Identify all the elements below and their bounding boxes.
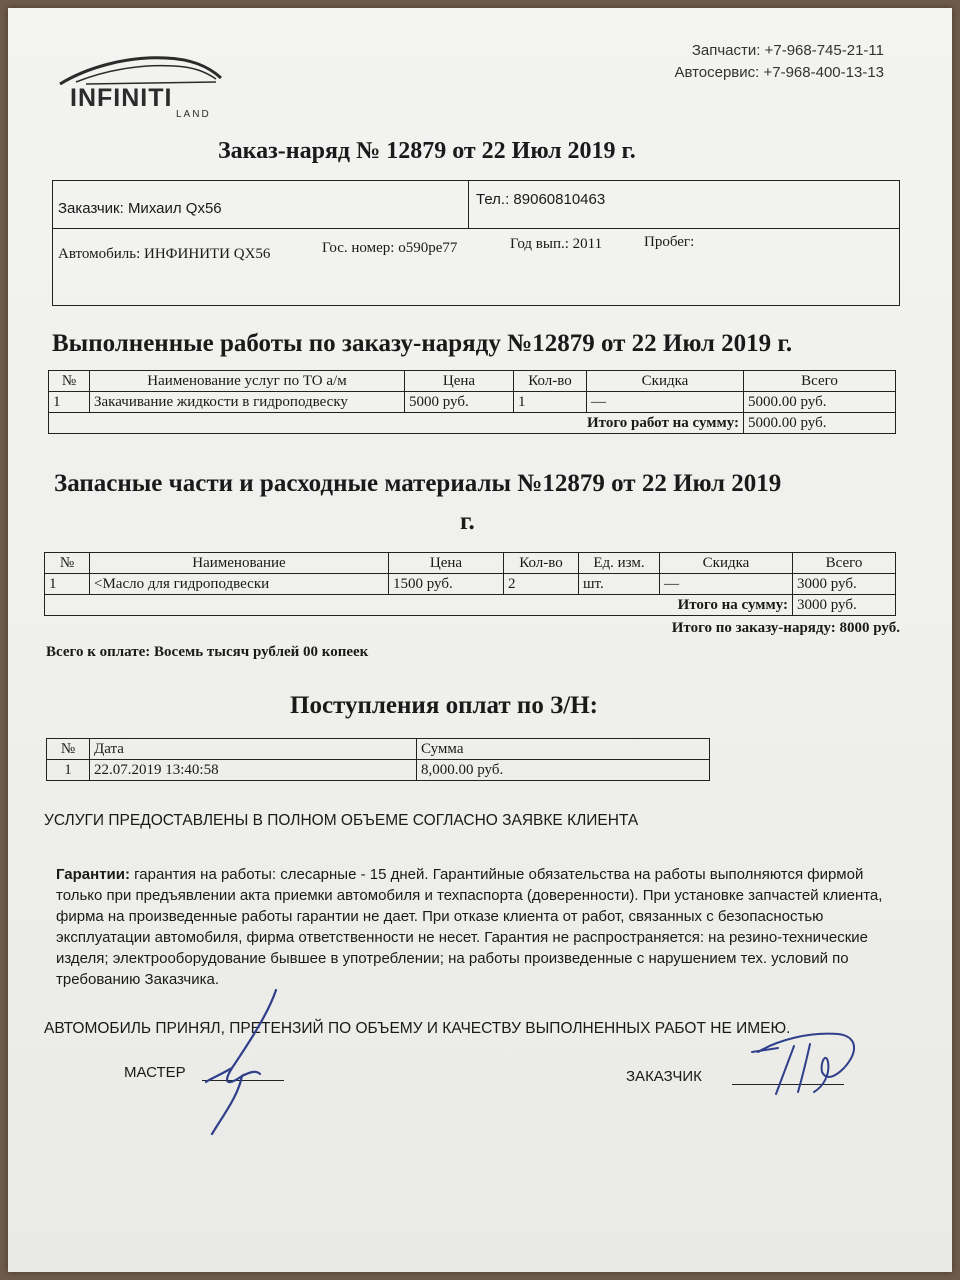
col-header: Дата — [90, 739, 417, 760]
col-header: Кол-во — [504, 553, 579, 574]
document-sheet — [8, 8, 952, 1272]
cell-price: 5000 руб. — [405, 392, 514, 413]
works-total-label: Итого работ на сумму: — [49, 413, 744, 434]
car-mileage: Пробег: — [644, 234, 695, 250]
order-total: Итого по заказу-наряду: 8000 руб. — [671, 620, 900, 636]
payments-table — [46, 738, 710, 781]
warranty-text: гарантия на работы: слесарные - 15 дней. Гарантийные обязательства на работы выполняются фирмой только при предъявлении акта приемки автомобиля и техпаспорта (доверенности). При установке запчастей клиента, фирма на произведенные работы гарантии не дает. При отказе клиента от работ, связанных с безопасностью эксплуатации автомобиля, фирма ответственности не несет. Гарантия не распространяется: на резино-технические изделя; электрооборудование бывшее в употреблении; на работы произведенные с нарушением тех. условий по требованию Заказчика. — [56, 866, 883, 988]
page-title: Заказ-наряд № 12879 от 22 Июл 2019 г. — [218, 138, 636, 164]
infiniti-car-logo-icon — [56, 48, 226, 88]
col-header: Скидка — [660, 553, 793, 574]
car-model: Автомобиль: ИНФИНИТИ QX56 — [58, 246, 271, 262]
warranty-label: Гарантии: — [56, 866, 130, 883]
col-header: Всего — [744, 371, 896, 392]
cell-part-name: <Масло для гидроподвески — [90, 574, 389, 595]
col-header: Ед. изм. — [579, 553, 660, 574]
cell-number: 1 — [45, 574, 90, 595]
logo-subtext: LAND — [176, 109, 211, 120]
customer-signature-icon — [748, 1022, 868, 1102]
col-header: Цена — [405, 371, 514, 392]
master-label: МАСТЕР — [124, 1064, 186, 1081]
car-plate: Гос. номер: о590ре77 — [322, 240, 458, 256]
col-header: Наименование — [90, 553, 389, 574]
parts-total-row — [45, 595, 896, 616]
customer-name: Заказчик: Михаил Qx56 — [58, 200, 222, 217]
cell-amount: 8,000.00 руб. — [417, 760, 710, 781]
cell-service-name: Закачивание жидкости в гидроподвеску — [90, 392, 405, 413]
customer-box-vdivider — [468, 180, 469, 228]
col-header: Скидка — [587, 371, 744, 392]
works-table-header — [49, 371, 896, 392]
customer-label: ЗАКАЗЧИК — [626, 1068, 702, 1085]
cell-unit: шт. — [579, 574, 660, 595]
table-row — [49, 392, 896, 413]
cell-total: 5000.00 руб. — [744, 392, 896, 413]
col-header: Всего — [793, 553, 896, 574]
contact-service: Автосервис: +7-968-400-13-13 — [674, 64, 884, 81]
col-header: Цена — [389, 553, 504, 574]
table-row — [45, 574, 896, 595]
cell-total: 3000 руб. — [793, 574, 896, 595]
parts-total-label: Итого на сумму: — [45, 595, 793, 616]
parts-total-value: 3000 руб. — [793, 595, 896, 616]
col-header: Наименование услуг по ТО а/м — [90, 371, 405, 392]
parts-table — [44, 552, 896, 616]
parts-heading-line2: г. — [460, 508, 475, 535]
services-note: УСЛУГИ ПРЕДОСТАВЛЕНЫ В ПОЛНОМ ОБЪЕМЕ СОГЛАСНО ЗАЯВКЕ КЛИЕНТА — [44, 812, 639, 829]
customer-box-divider — [52, 228, 900, 229]
works-heading: Выполненные работы по заказу-наряду №12879 от 22 Июл 2019 г. — [52, 330, 793, 357]
col-header: № — [47, 739, 90, 760]
cell-number: 1 — [47, 760, 90, 781]
cell-price: 1500 руб. — [389, 574, 504, 595]
amount-to-pay: Всего к оплате: Восемь тысяч рублей 00 копеек — [46, 644, 369, 660]
cell-date: 22.07.2019 13:40:58 — [90, 760, 417, 781]
col-header: Кол-во — [514, 371, 587, 392]
col-header: № — [45, 553, 90, 574]
warranty-paragraph — [56, 864, 896, 990]
payments-heading: Поступления оплат по З/Н: — [290, 692, 598, 719]
works-total-row — [49, 413, 896, 434]
car-year: Год вып.: 2011 — [510, 236, 603, 252]
acceptance-statement: АВТОМОБИЛЬ ПРИНЯЛ, ПРЕТЕНЗИЙ ПО ОБЪЕМУ И КАЧЕСТВУ ВЫПОЛНЕННЫХ РАБОТ НЕ ИМЕЮ. — [44, 1020, 791, 1037]
col-header: № — [49, 371, 90, 392]
parts-table-header — [45, 553, 896, 574]
cell-quantity: 2 — [504, 574, 579, 595]
cell-number: 1 — [49, 392, 90, 413]
table-row — [47, 760, 710, 781]
customer-phone: Тел.: 89060810463 — [476, 191, 606, 208]
master-signature-icon — [198, 984, 308, 1144]
cell-quantity: 1 — [514, 392, 587, 413]
cell-discount: — — [587, 392, 744, 413]
logo-text: INFINITI — [70, 84, 173, 112]
contact-parts: Запчасти: +7-968-745-21-11 — [691, 42, 884, 59]
works-table — [48, 370, 896, 434]
cell-discount: — — [660, 574, 793, 595]
parts-heading-line1: Запасные части и расходные материалы №12879 от 22 Июл 2019 — [54, 470, 782, 497]
col-header: Сумма — [417, 739, 710, 760]
payments-table-header — [47, 739, 710, 760]
works-total-value: 5000.00 руб. — [744, 413, 896, 434]
